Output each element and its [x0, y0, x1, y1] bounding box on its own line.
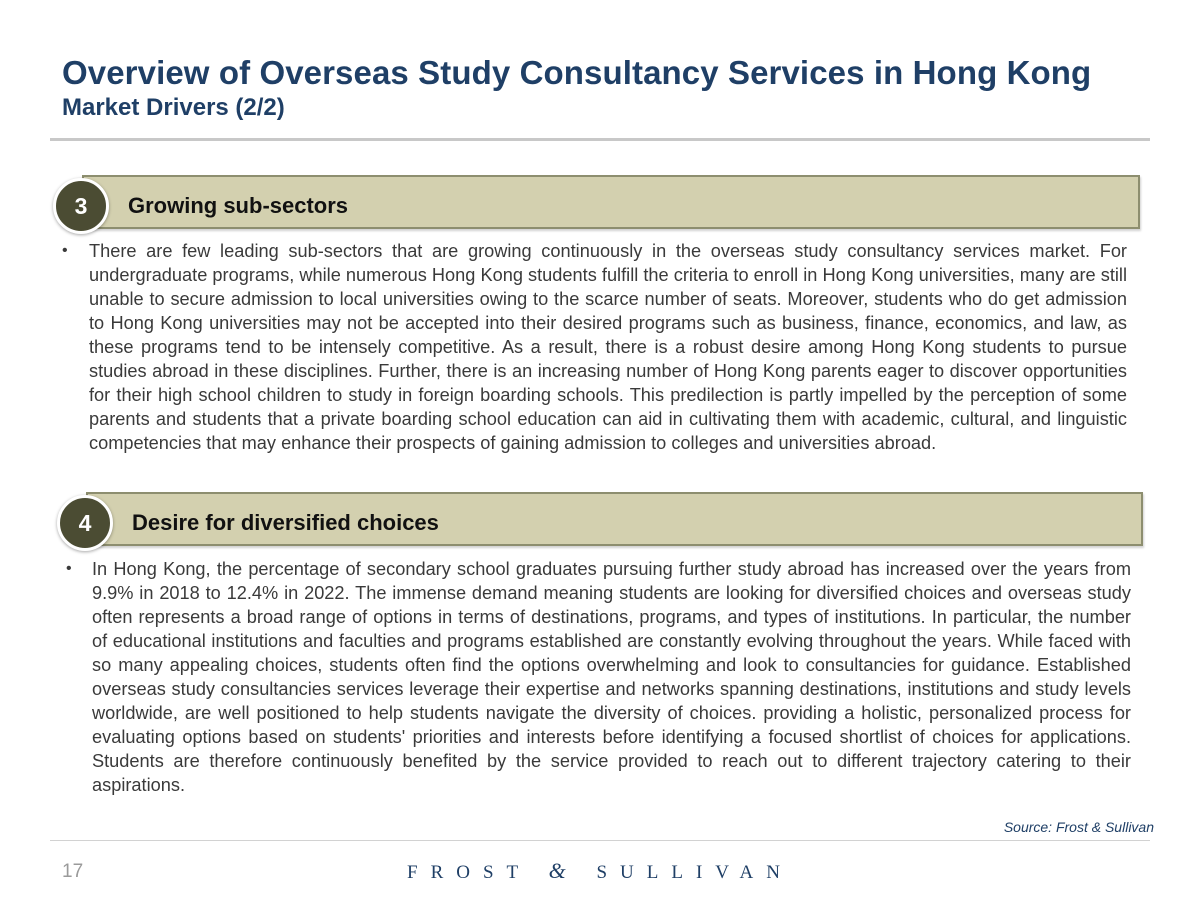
section-3-body-text: There are few leading sub-sectors that are growing continuously in the overseas study consultancy services market. For undergraduate programs, while numerous Hong Kong students fulfill the criteria to enroll in Hong Kong universities, many are still unable to secure admission to local universities owing to the scarce number of seats. Moreover, students who do get admission to Hong Kong universities may not be accepted into their desired programs such as business, finance, economics, and law, as these programs tend to be intensely competitive. As a result, there is a robust desire among Hong Kong students to pursue studies abroad in these disciplines. Further, there is an increasing number of Hong Kong parents eager to discover opportunities for their high school children to study in foreign boarding schools. This predilection is partly impelled by the perception of some parents and students that a private boarding school education can aid in cultivating them with academic, cultural, and linguistic competencies that may enhance their prospects of gaining admission to colleges and universities abroad. — [89, 241, 1127, 453]
bullet-icon: • — [62, 242, 68, 259]
header-divider — [50, 138, 1150, 141]
section-4-body-text: In Hong Kong, the percentage of secondary school graduates pursuing further study abroad has increased over the years from 9.9% in 2018 to 12.4% in 2022. The immense demand meaning students are looking for diversified choices and overseas study often represents a broad range of options in terms of destinations, programs, and types of institutions. In particular, the number of educational institutions and faculties and programs established are constantly evolving throughout the years. While faced with so many appealing choices, students often find the options overwhelming and look to consultancies for guidance. Established overseas study consultancies services leverage their expertise and networks spanning destinations, institutions and study levels worldwide, are well positioned to help students navigate the diversity of choices. providing a holistic, personalized process for evaluating options based on students' priorities and interests before identifying a focused shortlist of choices for applications. Students are therefore continuously benefited by the service provided to reach out to different trajectory catering to their aspirations. — [92, 559, 1131, 795]
page-subtitle: Market Drivers (2/2) — [62, 94, 285, 121]
brand-logo — [0, 858, 1200, 884]
brand-logo-left: FROST — [407, 862, 531, 883]
footer-divider — [50, 840, 1150, 841]
source-note: Source: Frost & Sullivan — [1003, 819, 1154, 835]
section-3-number-badge: 3 — [53, 178, 109, 234]
section-3-title: Growing sub-sectors — [128, 193, 349, 218]
section-4-number-badge: 4 — [57, 495, 113, 551]
brand-logo-right: SULLIVAN — [596, 862, 793, 883]
section-3-bullet-item — [62, 239, 1127, 455]
bullet-icon: • — [66, 560, 72, 577]
section-4-title: Desire for diversified choices — [132, 510, 439, 535]
section-4-bullet-item — [66, 557, 1131, 797]
brand-logo-ampersand: & — [548, 858, 579, 883]
page-title: Overview of Overseas Study Consultancy Services in Hong Kong — [62, 54, 1092, 91]
page-number: 17 — [62, 861, 84, 882]
